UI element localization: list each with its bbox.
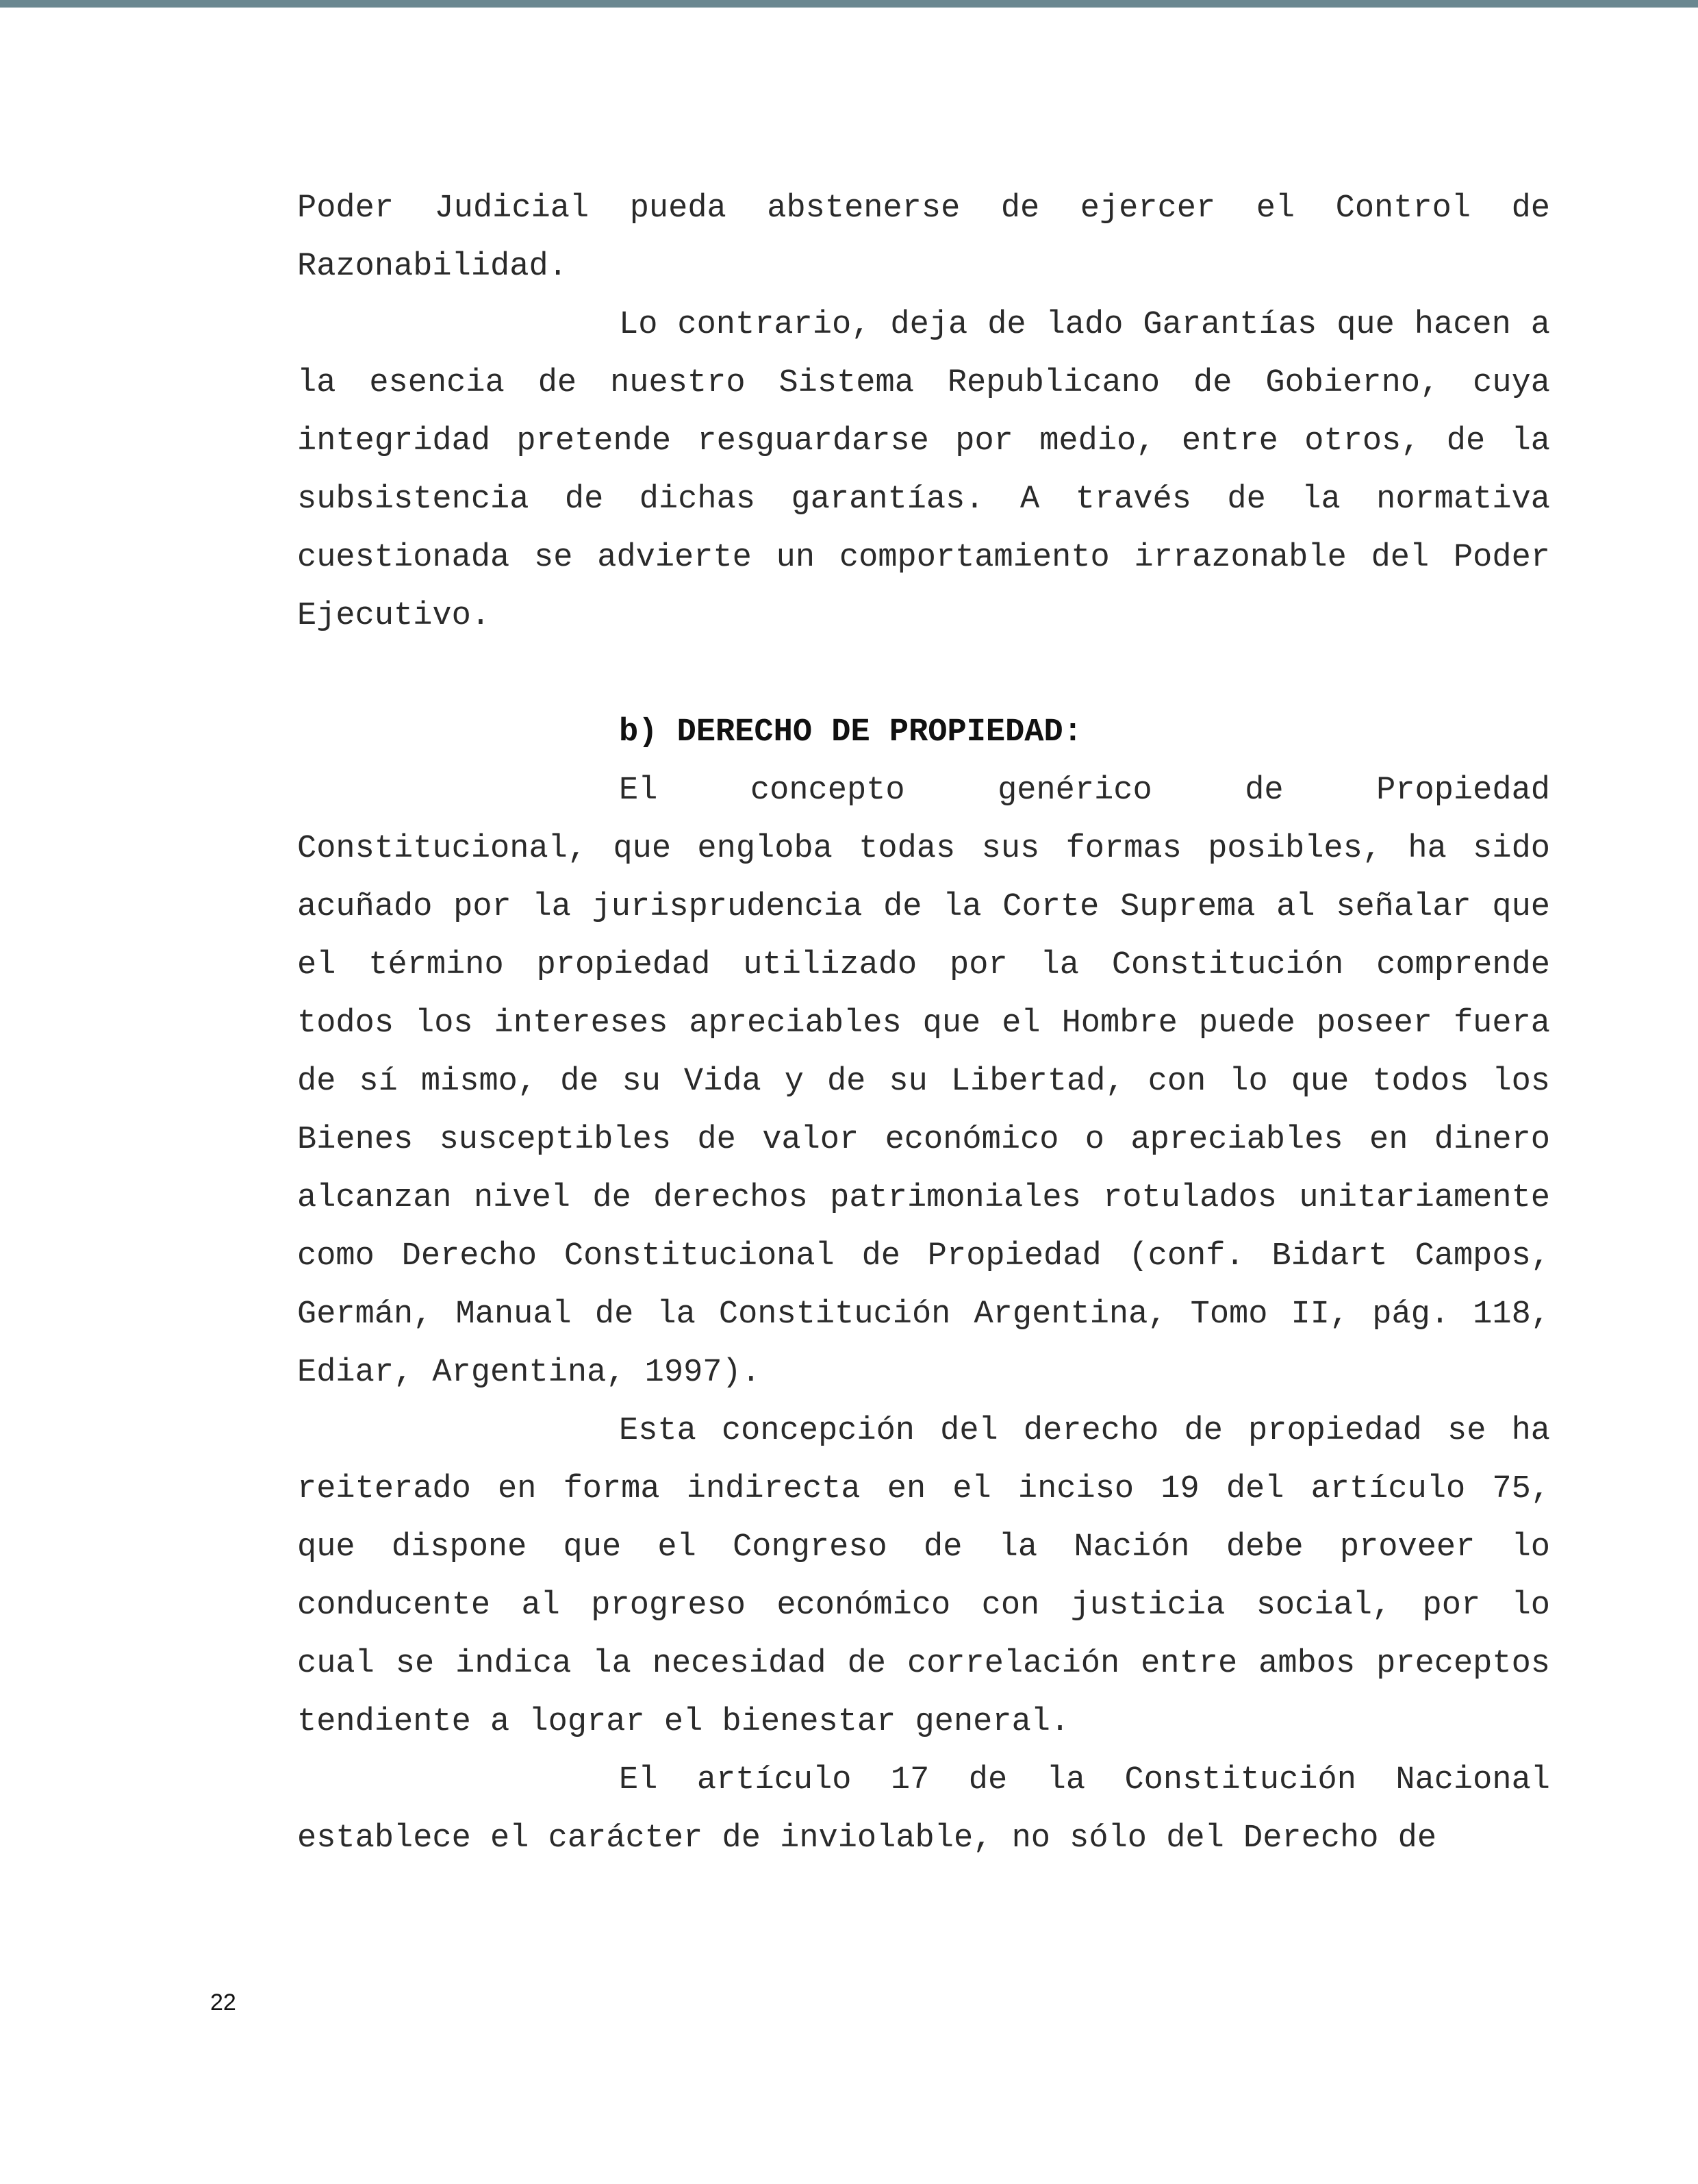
paragraph-continuation: Poder Judicial pueda abstenerse de ejercer el Control de Razonabilidad. [297, 190, 1550, 285]
paragraph-articulo-75: Esta concepción del derecho de propiedad se ha reiterado en forma indirecta en el inciso 19 del artículo 75, que dispone que el Congreso de la Nación debe proveer lo conducente al progreso económico con justicia social, por lo cual se indica la necesidad de correlación entre ambos preceptos tendiente a lograr el bienestar general. [297, 1413, 1550, 1740]
paragraph-articulo-17: El artículo 17 de la Constitución Nacional establece el carácter de inviolable, no sólo del Derecho de [297, 1762, 1550, 1857]
paragraph-razonabilidad: Lo contrario, deja de lado Garantías que hacen a la esencia de nuestro Sistema Republicano de Gobierno, cuya integridad pretende resguardarse por medio, entre otros, de la subsistencia de dichas garantías. A través de la normativa cuestionada se advierte un comportamiento irrazonable del Poder Ejecutivo. [297, 307, 1550, 634]
paragraph-propiedad-concepto: El concepto genérico de Propiedad Constitucional, que engloba todas sus formas posibles, ha sido acuñado por la jurisprudencia de la Corte Suprema al señalar que el término propiedad utilizado por la Constitución comprende todos los intereses apreciables que el Hombre puede poseer fuera de sí mismo, de su Vida y de su Libertad, con lo que todos los Bienes susceptibles de valor económico o apreciables en dinero alcanzan nivel de derechos patrimoniales rotulados unitariamente como Derecho Constitucional de Propiedad (conf. Bidart Campos, Germán, Manual de la Constitución Argentina, Tomo II, pág. 118, Ediar, Argentina, 1997). [297, 773, 1550, 1391]
document-body [297, 179, 1550, 1868]
page-number: 22 [210, 1990, 236, 2016]
section-heading: b) DERECHO DE PROPIEDAD: [619, 714, 1082, 751]
top-rule [0, 0, 1698, 8]
